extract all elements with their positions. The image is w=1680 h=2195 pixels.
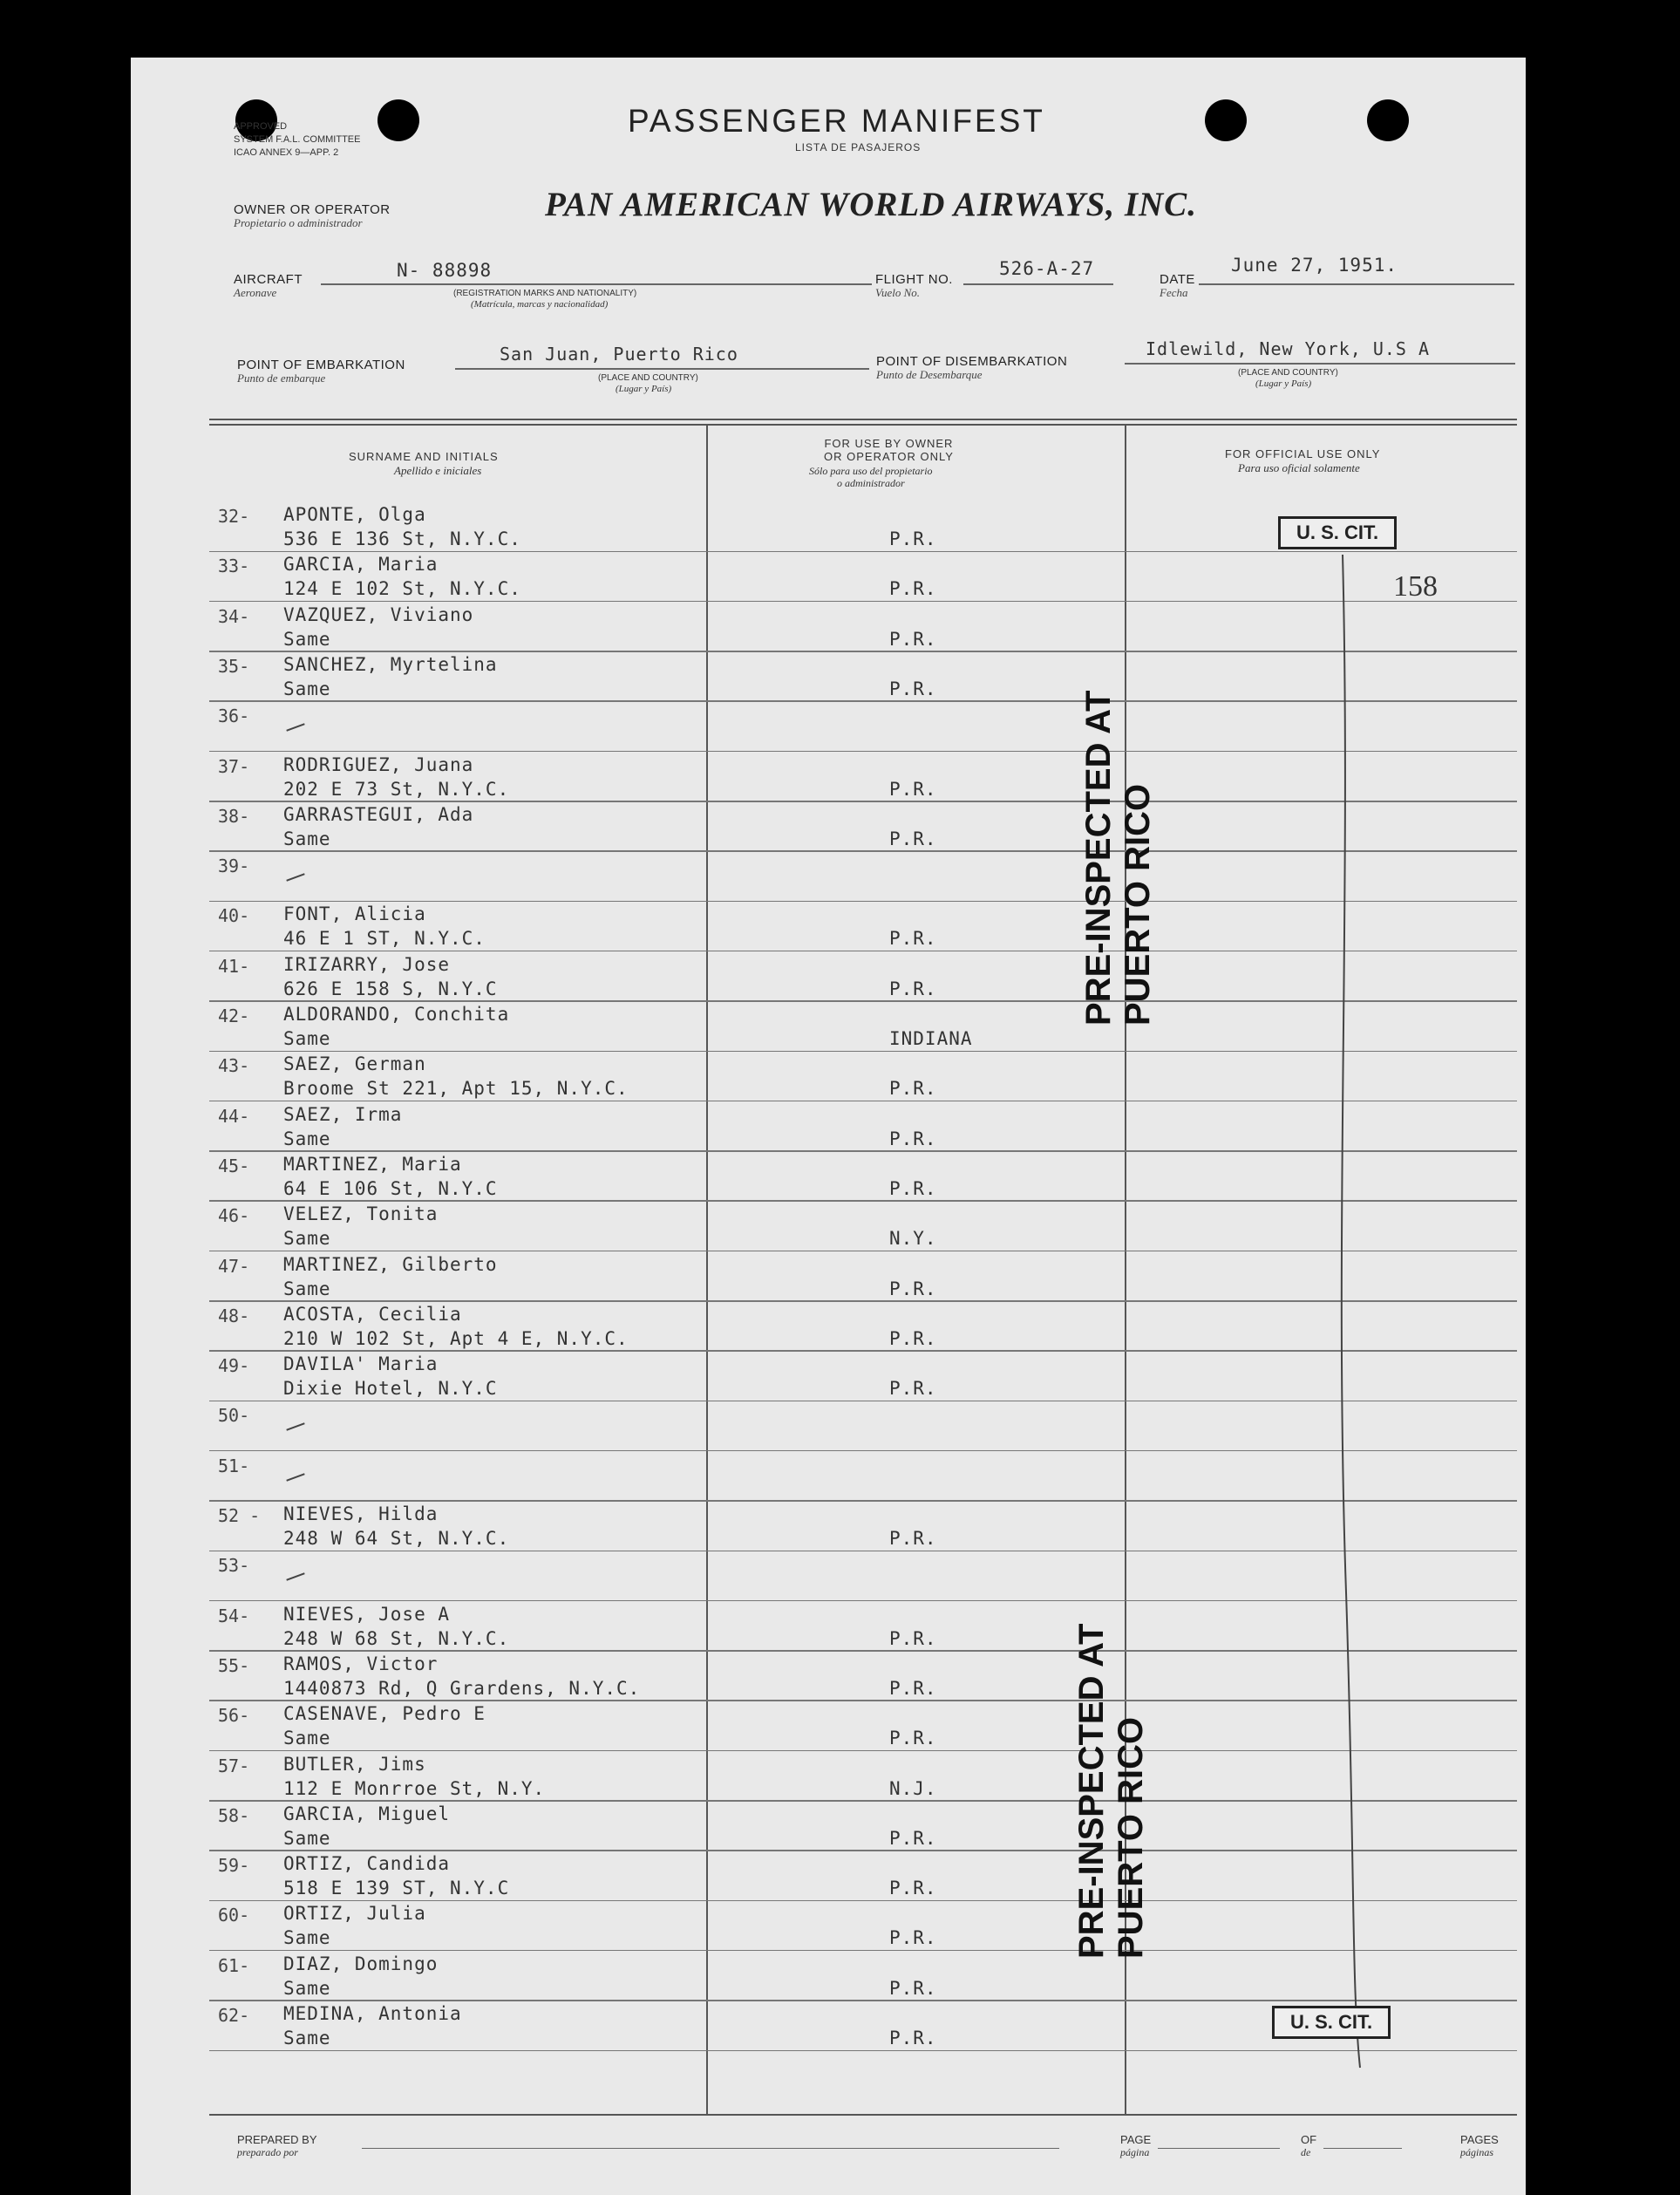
table-row <box>131 1102 1526 1152</box>
table-row <box>131 603 1526 652</box>
passenger-name: MARTINEZ, Maria <box>283 1153 462 1175</box>
table-row <box>131 1901 1526 1951</box>
passenger-address: Same <box>283 1927 331 1949</box>
table-row <box>131 952 1526 1002</box>
owner-use-header-sub-line: o administrador <box>836 477 905 489</box>
passenger-number: 49- <box>218 1355 250 1377</box>
passenger-name: ORTIZ, Candida <box>283 1853 451 1875</box>
embark-place-caption-sub: (Lugar y País) <box>616 384 672 394</box>
passenger-origin-code: P.R. <box>889 1128 937 1149</box>
owner-use-header <box>824 437 954 463</box>
manifest-title-sub: LISTA DE PASAJEROS <box>795 141 922 153</box>
us-cit-stamp-bottom: U. S. CIT. <box>1272 2006 1391 2039</box>
passenger-name: SANCHEZ, Myrtelina <box>283 653 498 675</box>
table-row <box>131 1452 1526 1502</box>
passenger-address: Dixie Hotel, N.Y.C <box>283 1378 498 1400</box>
table-row <box>131 1352 1526 1401</box>
page-line <box>1158 2148 1280 2149</box>
passenger-origin-code: P.R. <box>889 778 937 800</box>
passenger-origin-code: P.R. <box>889 1078 937 1100</box>
passenger-address: Same <box>283 628 331 650</box>
date-label-sub: Fecha <box>1160 286 1188 299</box>
pages-label-sub: páginas <box>1460 2146 1494 2158</box>
table-row <box>131 652 1526 702</box>
disembark-place-caption-sub: (Lugar y País) <box>1255 378 1312 389</box>
blank-entry-mark <box>286 873 304 881</box>
passenger-origin-code: INDIANA <box>889 1028 973 1049</box>
passenger-address: 124 E 102 St, N.Y.C. <box>283 578 521 600</box>
passenger-number: 41- <box>218 955 250 977</box>
passenger-origin-code: N.Y. <box>889 1228 937 1250</box>
manifest-sheet <box>131 58 1526 2195</box>
blank-entry-mark <box>286 1573 304 1581</box>
passenger-origin-code: P.R. <box>889 2028 937 2048</box>
passenger-address: 64 E 106 St, N.Y.C <box>283 1177 498 1199</box>
table-row <box>131 1052 1526 1101</box>
disembark-label: POINT OF DISEMBARKATION <box>876 354 1068 369</box>
passenger-origin-code: P.R. <box>889 1378 937 1400</box>
disembark-place-caption: (PLACE AND COUNTRY) <box>1238 368 1338 378</box>
passenger-number: 60- <box>218 1905 250 1926</box>
registration-caption: (REGISTRATION MARKS AND NATIONALITY) <box>453 289 637 298</box>
passenger-number: 52 - <box>218 1505 261 1526</box>
passenger-origin-code: P.R. <box>889 928 937 950</box>
punch-hole <box>1205 99 1247 141</box>
passenger-number: 33- <box>218 556 250 577</box>
blank-entry-mark <box>286 1423 304 1431</box>
passenger-number: 59- <box>218 1855 250 1877</box>
aircraft-value: N- 88898 <box>397 260 493 281</box>
passenger-origin-code: P.R. <box>889 1728 937 1749</box>
passenger-origin-code: P.R. <box>889 1927 937 1949</box>
table-row <box>131 1502 1526 1551</box>
table-row <box>131 1401 1526 1451</box>
passenger-list <box>131 502 1526 2114</box>
embark-value: San Juan, Puerto Rico <box>500 344 738 365</box>
passenger-name: APONTE, Olga <box>283 504 426 525</box>
pages-label: PAGES <box>1460 2133 1499 2146</box>
prepared-by-line <box>362 2148 1059 2149</box>
table-row <box>131 1752 1526 1802</box>
passenger-name: IRIZARRY, Jose <box>283 953 451 975</box>
passenger-origin-code: P.R. <box>889 628 937 650</box>
passenger-origin-code: P.R. <box>889 828 937 849</box>
passenger-origin-code: P.R. <box>889 578 937 600</box>
flight-line <box>963 283 1113 285</box>
passenger-address: Same <box>283 1278 331 1299</box>
prepared-by-label: PREPARED BY <box>237 2133 317 2146</box>
passenger-number: 61- <box>218 1954 250 1976</box>
passenger-number: 38- <box>218 805 250 827</box>
disembark-value: Idlewild, New York, U.S A <box>1146 338 1431 359</box>
passenger-name: NIEVES, Jose A <box>283 1603 451 1625</box>
table-row <box>131 1851 1526 1901</box>
flight-value: 526-A-27 <box>999 258 1095 279</box>
owner-value: PAN AMERICAN WORLD AIRWAYS, INC. <box>545 186 1197 223</box>
passenger-address: 248 W 64 St, N.Y.C. <box>283 1528 510 1549</box>
table-top-line <box>209 419 1517 420</box>
passenger-origin-code: P.R. <box>889 1827 937 1849</box>
passenger-address: 112 E Monrroe St, N.Y. <box>283 1777 546 1799</box>
passenger-address: Broome St 221, Apt 15, N.Y.C. <box>283 1078 629 1100</box>
flight-label: FLIGHT NO. <box>875 272 953 287</box>
passenger-number: 45- <box>218 1155 250 1176</box>
table-row <box>131 702 1526 752</box>
aircraft-label: AIRCRAFT <box>234 272 303 287</box>
table-row <box>131 1602 1526 1652</box>
passenger-name: ALDORANDO, Conchita <box>283 1004 510 1025</box>
table-row <box>131 1002 1526 1052</box>
passenger-address: Same <box>283 828 331 849</box>
passenger-number: 35- <box>218 655 250 677</box>
passenger-address: Same <box>283 678 331 699</box>
date-line <box>1199 283 1514 285</box>
passenger-name: GARCIA, Miguel <box>283 1803 451 1824</box>
passenger-address: Same <box>283 1728 331 1749</box>
passenger-number: 40- <box>218 905 250 927</box>
passenger-name: DAVILA' Maria <box>283 1353 439 1375</box>
passenger-number: 37- <box>218 755 250 777</box>
manifest-title: PASSENGER MANIFEST <box>628 103 1045 139</box>
table-row <box>131 1701 1526 1751</box>
passenger-number: 47- <box>218 1255 250 1277</box>
passenger-name: SAEZ, Irma <box>283 1103 403 1125</box>
us-cit-stamp-top: U. S. CIT. <box>1278 516 1397 549</box>
surname-header: SURNAME AND INITIALS <box>349 450 499 463</box>
passenger-number: 57- <box>218 1755 250 1776</box>
passenger-name: GARRASTEGUI, Ada <box>283 803 474 825</box>
passenger-number: 36- <box>218 706 250 727</box>
passenger-number: 56- <box>218 1705 250 1727</box>
passenger-address: 46 E 1 ST, N.Y.C. <box>283 928 486 950</box>
passenger-name: MARTINEZ, Gilberto <box>283 1253 498 1275</box>
passenger-address: 626 E 158 S, N.Y.C <box>283 978 498 999</box>
owner-use-header-line: OR OPERATOR ONLY <box>824 450 954 463</box>
passenger-name: ACOSTA, Cecilia <box>283 1303 462 1325</box>
blank-entry-mark <box>286 723 304 731</box>
approval-line: SYSTEM F.A.L. COMMITTEE <box>234 134 361 145</box>
table-row <box>131 1652 1526 1701</box>
passenger-origin-code: P.R. <box>889 1977 937 1999</box>
registration-caption-sub: (Matrícula, marcas y nacionalidad) <box>471 299 609 310</box>
flight-label-sub: Vuelo No. <box>875 286 921 299</box>
passenger-origin-code: N.J. <box>889 1777 937 1799</box>
passenger-number: 55- <box>218 1654 250 1676</box>
row-rule <box>209 2050 1517 2052</box>
table-top-line-2 <box>209 424 1517 426</box>
passenger-address: 1440873 Rd, Q Grardens, N.Y.C. <box>283 1677 641 1699</box>
punch-hole <box>377 99 419 141</box>
table-row <box>131 1252 1526 1302</box>
table-row <box>131 802 1526 852</box>
passenger-origin-code: P.R. <box>889 1528 937 1549</box>
date-label: DATE <box>1160 272 1195 287</box>
passenger-number: 54- <box>218 1605 250 1626</box>
embark-place-caption: (PLACE AND COUNTRY) <box>598 373 698 383</box>
passenger-origin-code: P.R. <box>889 528 937 549</box>
passenger-number: 39- <box>218 856 250 877</box>
disembark-label-sub: Punto de Desembarque <box>876 368 983 381</box>
table-row <box>131 1302 1526 1352</box>
official-header: FOR OFFICIAL USE ONLY <box>1225 447 1381 460</box>
passenger-number: 44- <box>218 1105 250 1127</box>
passenger-count: 158 <box>1393 570 1438 603</box>
table-row <box>131 552 1526 602</box>
passenger-number: 46- <box>218 1205 250 1227</box>
blank-entry-mark <box>286 1473 304 1481</box>
passenger-name: RAMOS, Victor <box>283 1653 439 1674</box>
table-row <box>131 1551 1526 1601</box>
owner-use-header-sub <box>809 465 933 489</box>
passenger-name: ORTIZ, Julia <box>283 1903 426 1925</box>
passenger-number: 58- <box>218 1804 250 1826</box>
page-label: PAGE <box>1120 2133 1152 2146</box>
passenger-name: VELEZ, Tonita <box>283 1203 439 1225</box>
passenger-address: Same <box>283 1228 331 1250</box>
passenger-number: 62- <box>218 2005 250 2026</box>
passenger-name: GARCIA, Maria <box>283 554 439 576</box>
aircraft-line <box>321 283 872 285</box>
table-row <box>131 902 1526 951</box>
passenger-origin-code: P.R. <box>889 1177 937 1199</box>
owner-use-header-sub-line: Sólo para uso del propietario <box>809 465 933 477</box>
passenger-origin-code: P.R. <box>889 978 937 999</box>
preinspected-stamp: PRE-INSPECTED AT PUERTO RICO <box>1079 690 1157 1026</box>
passenger-origin-code: P.R. <box>889 678 937 699</box>
passenger-number: 53- <box>218 1555 250 1577</box>
passenger-address: Same <box>283 1028 331 1049</box>
table-row <box>131 753 1526 802</box>
passenger-address: 536 E 136 St, N.Y.C. <box>283 528 521 549</box>
passenger-address: 210 W 102 St, Apt 4 E, N.Y.C. <box>283 1327 629 1349</box>
disembark-line <box>1125 363 1515 365</box>
footer-line <box>209 2114 1517 2116</box>
passenger-number: 51- <box>218 1455 250 1476</box>
of-line <box>1323 2148 1402 2149</box>
passenger-origin-code: P.R. <box>889 1278 937 1299</box>
passenger-name: NIEVES, Hilda <box>283 1503 439 1524</box>
aircraft-label-sub: Aeronave <box>234 286 277 299</box>
of-label-sub: de <box>1301 2146 1311 2158</box>
passenger-origin-code: P.R. <box>889 1677 937 1699</box>
approval-line: APPROVED <box>234 121 288 132</box>
passenger-number: 43- <box>218 1055 250 1077</box>
passenger-name: RODRIGUEZ, Juana <box>283 753 474 775</box>
owner-label: OWNER OR OPERATOR <box>234 202 391 217</box>
passenger-number: 42- <box>218 1005 250 1026</box>
passenger-address: 248 W 68 St, N.Y.C. <box>283 1627 510 1649</box>
embark-label-sub: Punto de embarque <box>237 372 326 385</box>
passenger-origin-code: P.R. <box>889 1327 937 1349</box>
passenger-name: MEDINA, Antonia <box>283 2003 462 2024</box>
passenger-address: Same <box>283 1827 331 1849</box>
passenger-address: Same <box>283 2028 331 2048</box>
date-value: June 27, 1951. <box>1231 255 1398 276</box>
prepared-by-label-sub: preparado por <box>237 2146 298 2158</box>
punch-hole <box>1367 99 1409 141</box>
bracket-line <box>1325 546 1377 2081</box>
passenger-number: 34- <box>218 605 250 627</box>
table-row <box>131 852 1526 902</box>
surname-header-sub: Apellido e iniciales <box>394 464 482 477</box>
passenger-name: FONT, Alicia <box>283 903 426 925</box>
approval-note <box>234 120 360 160</box>
embark-label: POINT OF EMBARKATION <box>237 358 405 372</box>
table-row <box>131 1152 1526 1202</box>
embark-line <box>455 368 869 370</box>
preinspected-stamp: PRE-INSPECTED AT PUERTO RICO <box>1072 1623 1150 1959</box>
owner-use-header-line: FOR USE BY OWNER <box>824 437 954 450</box>
passenger-name: BUTLER, Jims <box>283 1753 426 1775</box>
passenger-number: 32- <box>218 506 250 527</box>
passenger-name: CASENAVE, Pedro E <box>283 1703 486 1725</box>
owner-label-sub: Propietario o administrador <box>234 216 363 229</box>
passenger-address: 202 E 73 St, N.Y.C. <box>283 778 510 800</box>
official-header-sub: Para uso oficial solamente <box>1238 461 1360 474</box>
passenger-name: VAZQUEZ, Viviano <box>283 603 474 625</box>
passenger-name: SAEZ, German <box>283 1053 426 1075</box>
page-label-sub: página <box>1120 2146 1150 2158</box>
passenger-number: 50- <box>218 1405 250 1427</box>
of-label: OF <box>1301 2133 1317 2146</box>
passenger-number: 48- <box>218 1305 250 1326</box>
table-row <box>131 1952 1526 2001</box>
passenger-address: Same <box>283 1128 331 1149</box>
passenger-name: DIAZ, Domingo <box>283 1953 439 1974</box>
passenger-address: Same <box>283 1977 331 1999</box>
table-row <box>131 1802 1526 1851</box>
passenger-origin-code: P.R. <box>889 1878 937 1899</box>
passenger-address: 518 E 139 ST, N.Y.C <box>283 1878 510 1899</box>
approval-line: ICAO ANNEX 9—APP. 2 <box>234 147 339 158</box>
table-row <box>131 1202 1526 1251</box>
passenger-origin-code: P.R. <box>889 1627 937 1649</box>
